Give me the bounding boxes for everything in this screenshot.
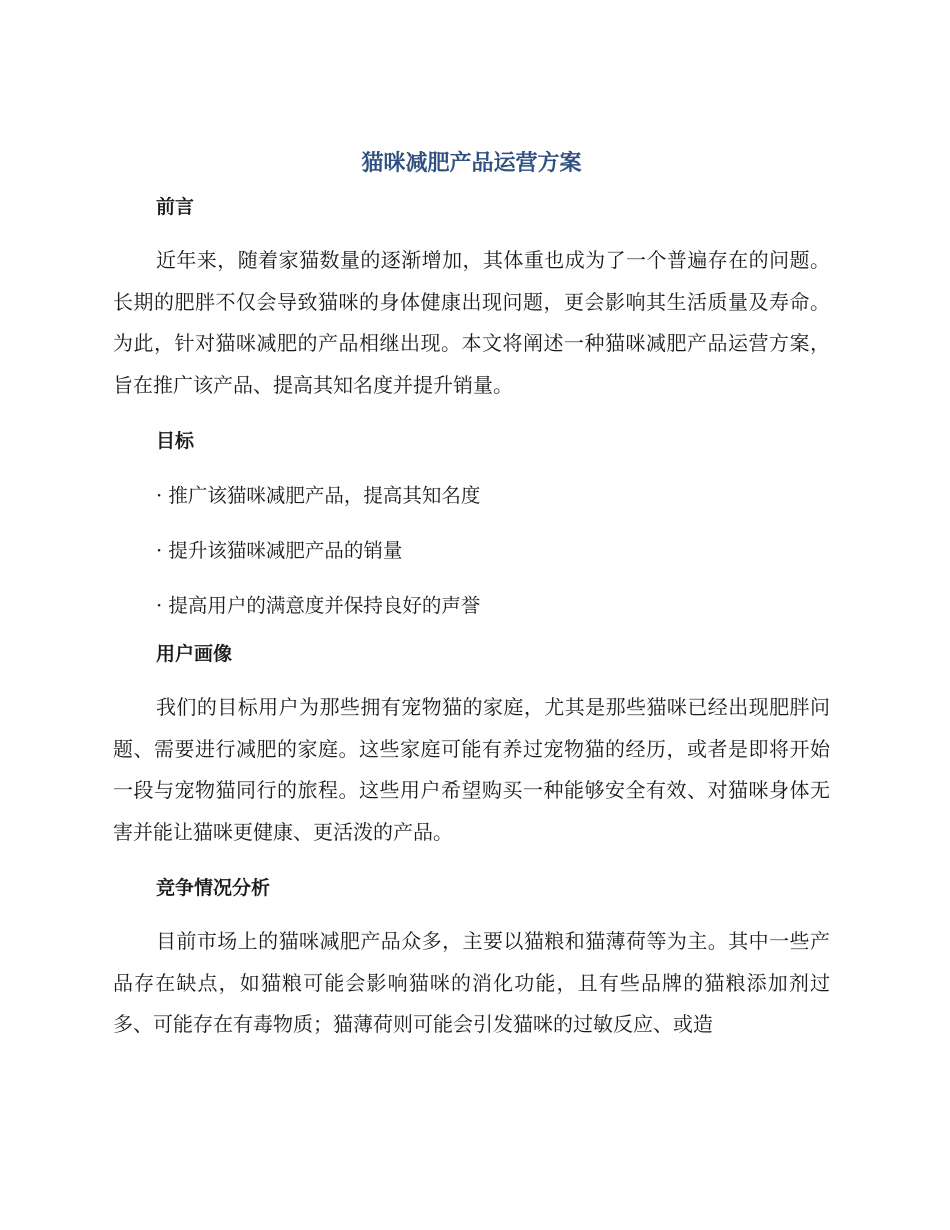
- section-paragraph-competition: 目前市场上的猫咪减肥产品众多，主要以猫粮和猫薄荷等为主。其中一些产品存在缺点，如猫粮可能会影响猫咪的消化功能，且有些品牌的猫粮添加剂过多、可能存在有毒物质；猫薄荷则可能会引发猫咪的过敏反应、或造: [113, 929, 830, 1036]
- list-item: · 提高用户的满意度并保持良好的声誉: [156, 594, 481, 617]
- section-paragraph-preface: 近年来，随着家猫数量的逐渐增加，其体重也成为了一个普遍存在的问题。长期的肥胖不仅会导致猫咪的身体健康出现问题，更会影响其生活质量及寿命。为此，针对猫咪减肥的产品相继出现。本文将阐述一种猫咪减肥产品运营方案，旨在推广该产品、提高其知名度并提升销量。: [113, 248, 830, 397]
- goals-list: [113, 468, 830, 633]
- document-page: [113, 142, 830, 1046]
- page-title: 猫咪减肥产品运营方案: [361, 151, 582, 176]
- section-heading-goals: 目标: [156, 430, 195, 452]
- section-heading-persona: 用户画像: [156, 643, 233, 665]
- list-item: · 提升该猫咪减肥产品的销量: [156, 539, 403, 562]
- section-paragraph-persona: 我们的目标用户为那些拥有宠物猫的家庭，尤其是那些猫咪已经出现肥胖问题、需要进行减肥的家庭。这些家庭可能有养过宠物猫的经历，或者是即将开始一段与宠物猫同行的旅程。这些用户希望购买一种能够安全有效、对猫咪身体无害并能让猫咪更健康、更活泼的产品。: [113, 695, 830, 844]
- section-heading-competition: 竞争情况分析: [156, 877, 271, 899]
- list-item: · 推广该猫咪减肥产品，提高其知名度: [156, 484, 481, 507]
- section-heading-preface: 前言: [156, 196, 195, 218]
